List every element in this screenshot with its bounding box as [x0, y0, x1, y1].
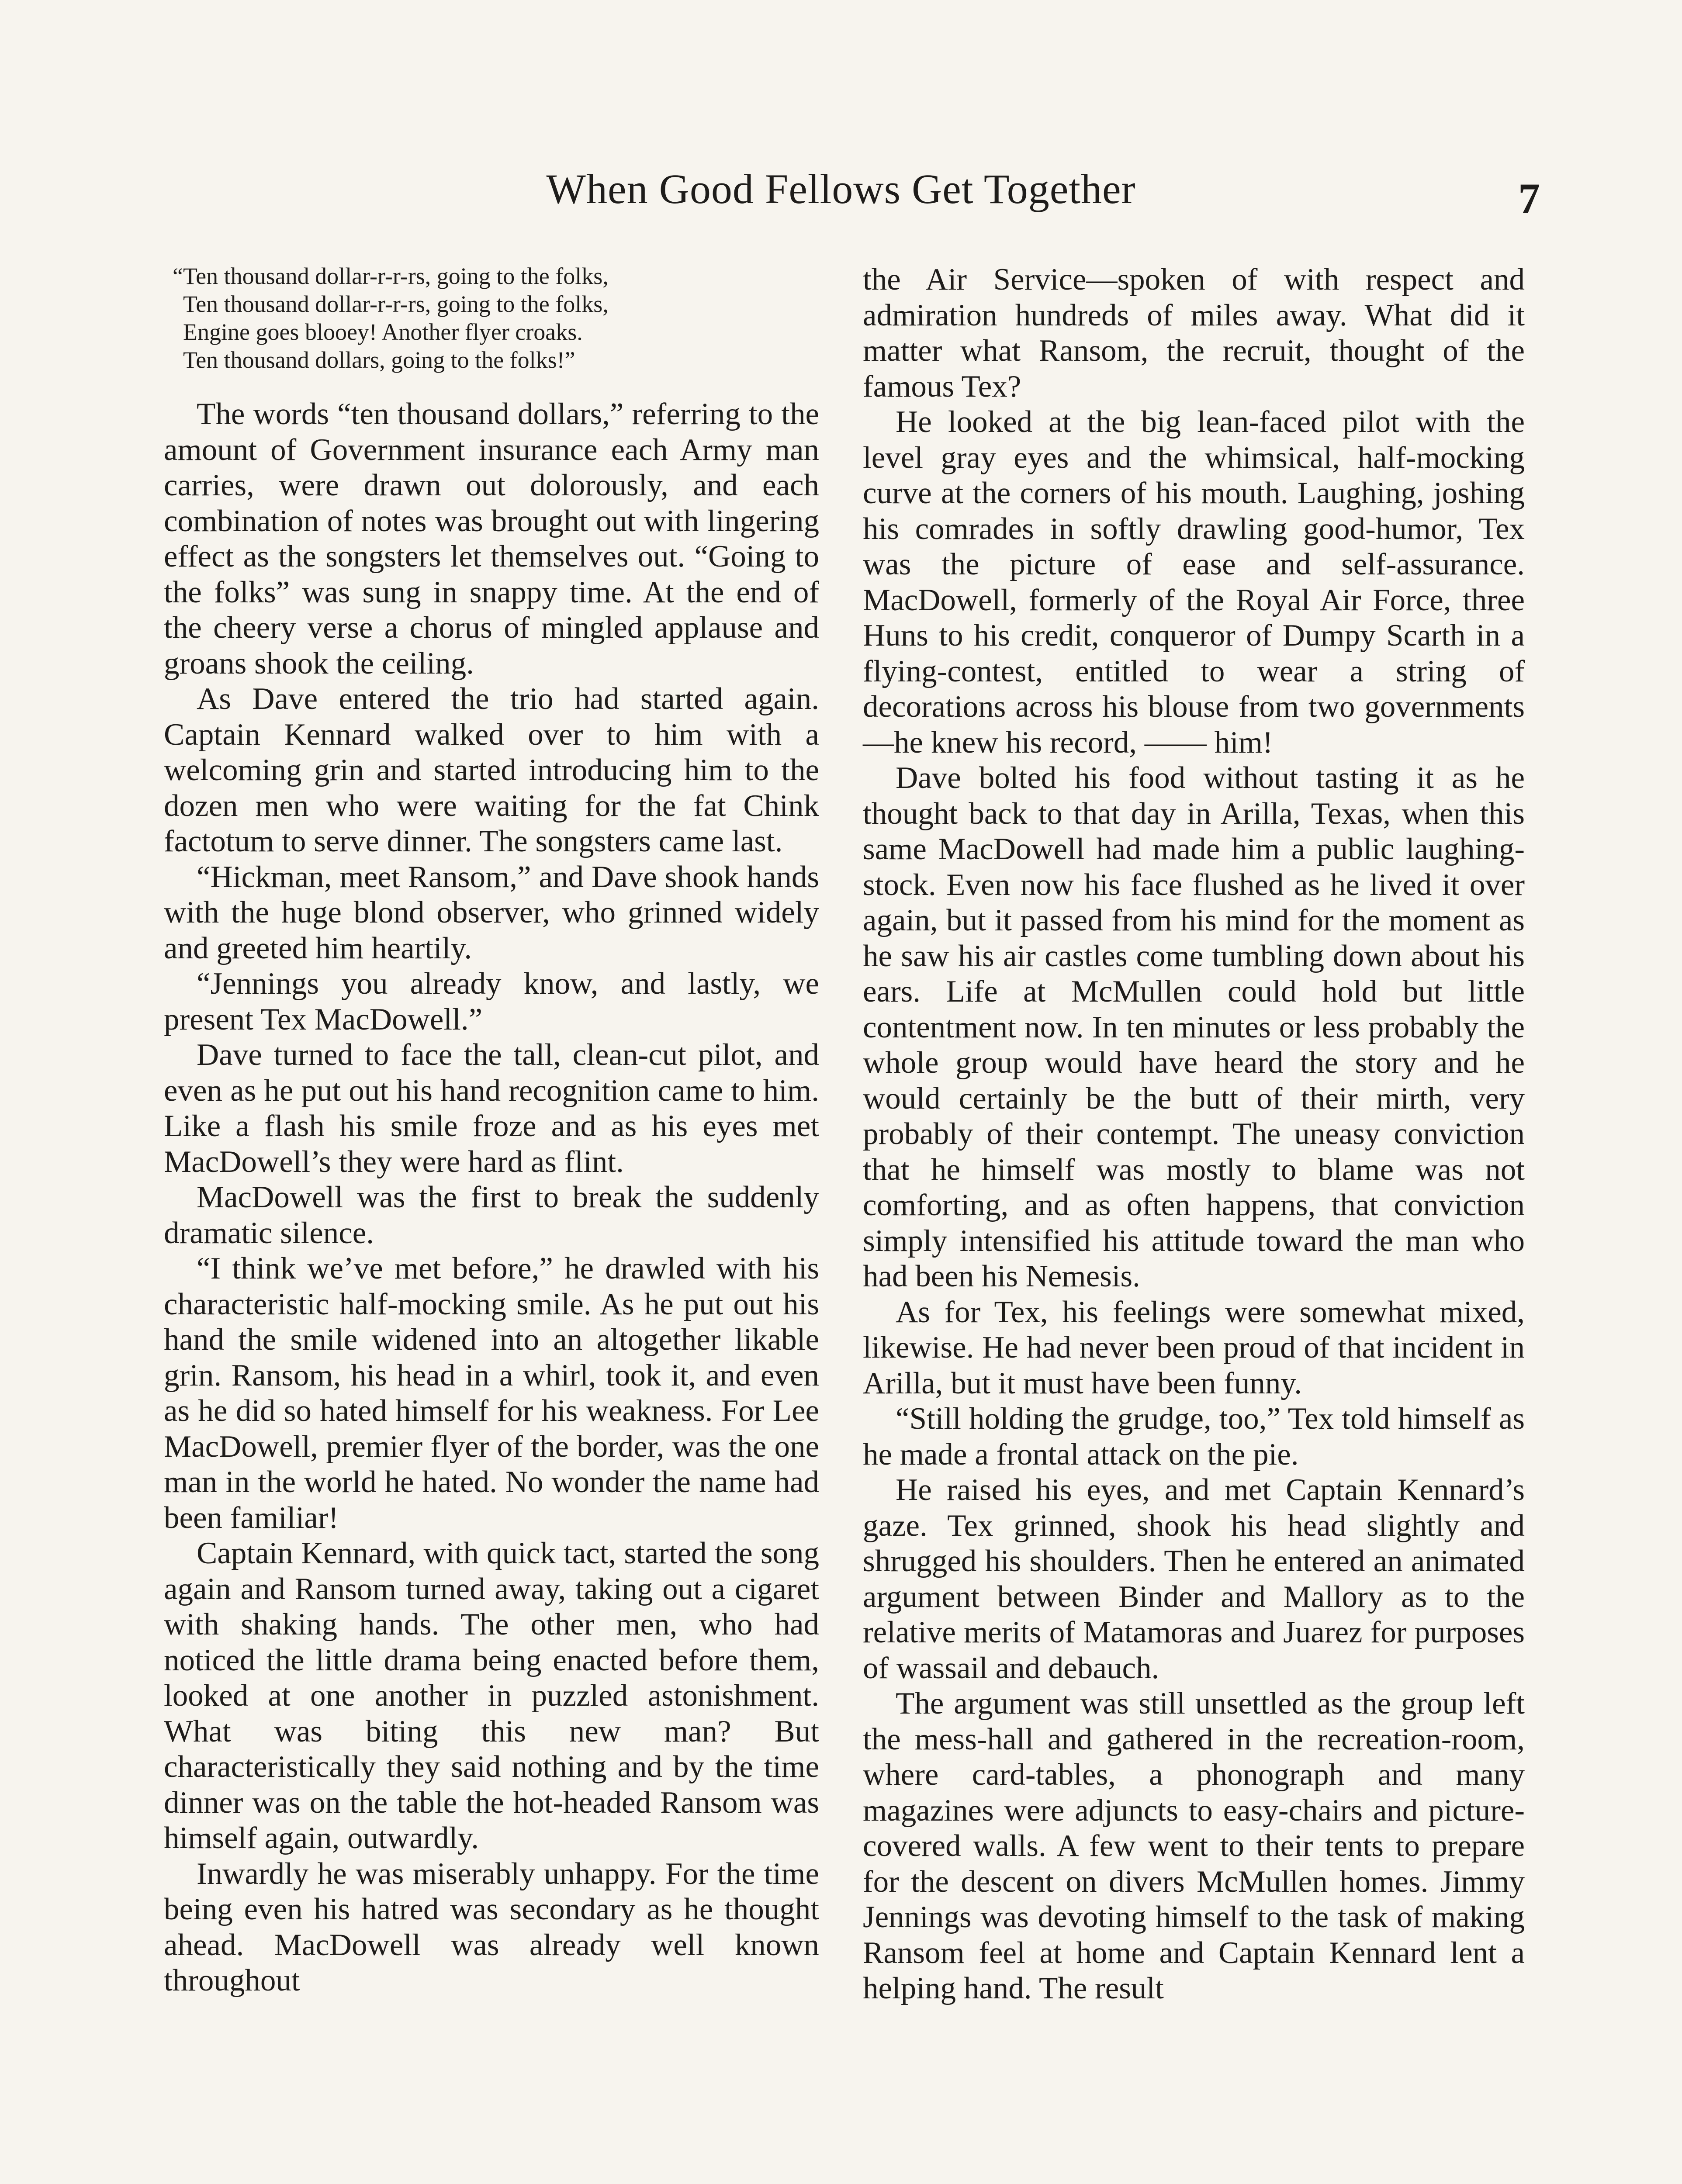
paragraph: Captain Kennard, with quick tact, started the song again and Ransom turned away, taking out a cigaret with shaking hands. The other men, who had noticed the little drama being enacted before them, looked at one another in puzzled astonishment. What was biting this new man? But characteristically they said nothing and by the time dinner was on the table the hot-headed Ransom was himself again, outwardly. [164, 1536, 819, 1855]
left-column [164, 262, 819, 1999]
song-verse [173, 262, 819, 374]
paragraph-continued: the Air Service—spoken of with respect and admiration hundreds of miles away. What did it matter what Ransom, the recruit, thought of the famous Tex? [863, 263, 1525, 404]
paragraph: The argument was still unsettled as the group left the mess-hall and gathered in the recreation-room, where card-tables, a phonograph and many magazines were adjuncts to easy-chairs and picture-covered walls. A few went to their tents to prepare for the descent on divers McMullen homes. Jimmy Jennings was devoting himself to the task of making Ransom feel at home and Captain Kennard lent a helping hand. The result [863, 1686, 1525, 2005]
paragraph: “Jennings you already know, and lastly, we present Tex MacDowell.” [164, 967, 819, 1037]
paragraph: “Still holding the grudge, too,” Tex told himself as he made a frontal attack on the pie. [863, 1402, 1525, 1472]
paragraph: MacDowell was the first to break the suddenly dramatic silence. [164, 1180, 819, 1250]
verse-line: Engine goes blooey! Another flyer croaks. [183, 319, 583, 345]
page-number: 7 [1518, 174, 1540, 223]
paragraph: He looked at the big lean-faced pilot with the level gray eyes and the whimsical, half-mocking curve at the corners of his mouth. Laughing, joshing his comrades in softly drawling good-humor, Tex was the picture of ease and self-assurance. MacDowell, formerly of the Royal Air Force, three Huns to his credit, conqueror of Dumpy Scarth in a flying-contest, entitled to wear a string of decorations across his blouse from two governments—he knew his record, —— him! [863, 405, 1525, 760]
paragraph: He raised his eyes, and met Captain Kennard’s gaze. Tex grinned, shook his head slightly and shrugged his shoulders. Then he entered an animated argument between Binder and Mallory as to the relative merits of Matamoras and Juarez for purposes of wassail and debauch. [863, 1473, 1525, 1685]
paragraph: As Dave entered the trio had started again. Captain Kennard walked over to him with a welcoming grin and started introducing him to the dozen men who were waiting for the fat Chink factotum to serve dinner. The songsters came last. [164, 682, 819, 858]
paragraph: Dave turned to face the tall, clean-cut pilot, and even as he put out his hand recognition came to him. Like a flash his smile froze and as his eyes met MacDowell’s they were hard as flint. [164, 1038, 819, 1179]
verse-line: Ten thousand dollar-r-r-rs, going to the folks, [183, 291, 609, 317]
paragraph: “I think we’ve met before,” he drawled with his characteristic half-mocking smile. As he put out his hand the smile widened into an altogether likable grin. Ransom, his head in a whirl, took it, and even as he did so hated himself for his weakness. For Lee MacDowell, premier flyer of the border, was the one man in the world he hated. No wonder the name had been familiar! [164, 1251, 819, 1535]
paragraph: “Hickman, meet Ransom,” and Dave shook hands with the huge blond observer, who grinned widely and greeted him heartily. [164, 860, 819, 965]
verse-line: “Ten thousand dollar-r-r-rs, going to the folks, [173, 263, 609, 289]
paragraph: Inwardly he was miserably unhappy. For the time being even his hatred was secondary as he thought ahead. MacDowell was already well known throughout [164, 1856, 819, 1997]
paragraph: The words “ten thousand dollars,” referring to the amount of Government insurance each Army man carries, were drawn out dolorously, and each combination of notes was brought out with lingering effect as the songsters let themselves out. “Going to the folks” was sung in snappy time. At the end of the cheery verse a chorus of mingled applause and groans shook the ceiling. [164, 397, 819, 681]
paragraph: Dave bolted his food without tasting it as he thought back to that day in Arilla, Texas, when this same MacDowell had made him a public laughing-stock. Even now his face flushed as he lived it over again, but it passed from his mind for the moment as he saw his air castles come tumbling down about his ears. Life at McMullen could hold but little contentment now. In ten minutes or less probably the whole group would have heard the story and he would certainly be the butt of their mirth, very probably of their contempt. The uneasy conviction that he himself was mostly to blame was not comforting, and as often happens, that conviction simply intensified his attitude toward the man who had been his Nemesis. [863, 761, 1525, 1293]
running-head-title: When Good Fellows Get Together [546, 166, 1136, 212]
paragraph: As for Tex, his feelings were somewhat mixed, likewise. He had never been proud of that incident in Arilla, but it must have been funny. [863, 1295, 1525, 1400]
verse-line: Ten thousand dollars, going to the folks!” [183, 347, 575, 373]
right-column [863, 262, 1525, 2007]
